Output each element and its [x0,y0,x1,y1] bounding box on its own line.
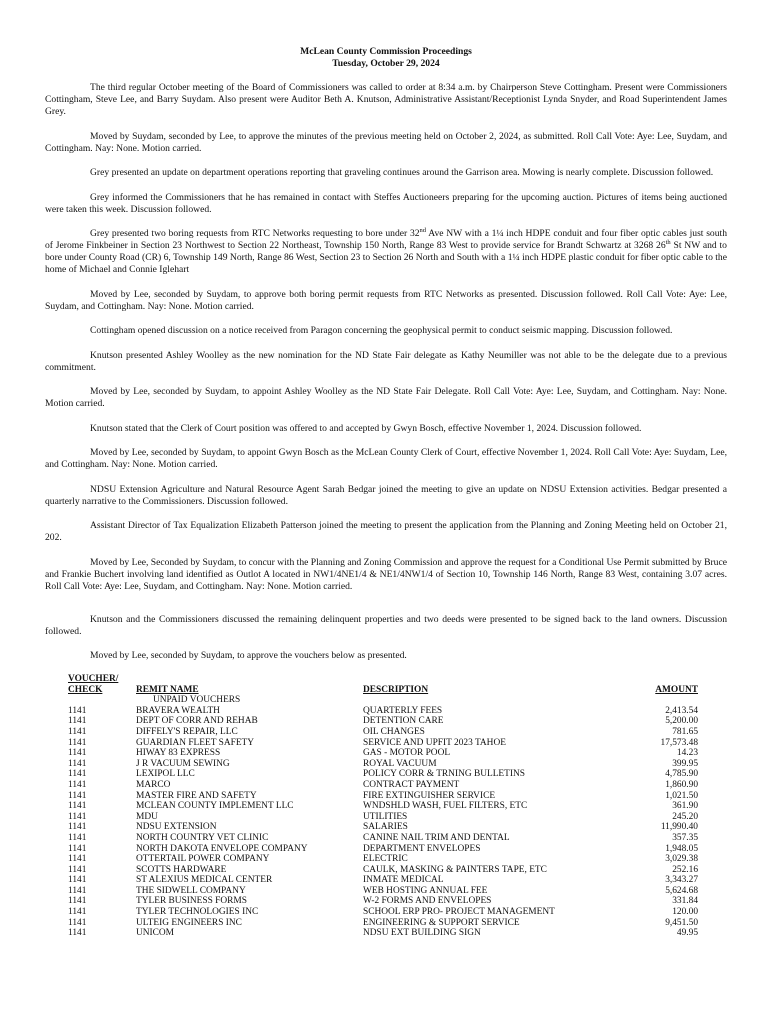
table-row [68,748,698,759]
table-row [68,801,698,812]
voucher-description: CAULK, MASKING & PAINTERS TAPE, ETC [363,864,547,875]
table-row [68,716,698,727]
remit-name: UNICOM [136,928,175,939]
table-row [68,928,698,939]
table-row [68,896,698,907]
remit-name: HIWAY 83 EXPRESS [136,748,221,759]
voucher-description: WEB HOSTING ANNUAL FEE [363,885,488,896]
voucher-amount: 361.90 [672,801,698,812]
voucher-check-number: 1141 [68,843,87,854]
voucher-amount: 245.20 [672,811,698,822]
header-remit-name: REMIT NAME [136,684,199,695]
remit-name: NDSU EXTENSION [136,822,217,833]
table-row [68,791,698,802]
header-description: DESCRIPTION [363,684,429,695]
voucher-amount: 2,413.54 [665,705,698,716]
remit-name: MCLEAN COUNTY IMPLEMENT LLC [136,801,294,812]
voucher-check-number: 1141 [68,811,87,822]
voucher-description: POLICY CORR & TRNING BULLETINS [363,769,525,780]
voucher-check-number: 1141 [68,716,87,727]
remit-name: ST ALEXIUS MEDICAL CENTER [136,875,273,886]
voucher-description: WNDSHLD WASH, FUEL FILTERS, ETC [363,801,528,812]
voucher-table-body [68,695,698,939]
voucher-check-number: 1141 [68,822,87,833]
remit-name: GUARDIAN FLEET SAFETY [136,737,255,748]
voucher-check-number: 1141 [68,758,87,769]
unpaid-vouchers-heading: UNPAID VOUCHERS [153,695,241,706]
remit-name: J R VACUUM SEWING [136,758,230,769]
voucher-description: ELECTRIC [363,854,408,865]
voucher-description: DEPARTMENT ENVELOPES [363,843,481,854]
remit-name: NORTH COUNTRY VET CLINIC [136,832,269,843]
voucher-check-number: 1141 [68,726,87,737]
table-row [68,865,698,876]
voucher-amount: 14.23 [676,748,698,759]
voucher-check-number: 1141 [68,928,87,939]
voucher-check-number: 1141 [68,737,87,748]
voucher-amount: 3,343.27 [665,875,698,886]
voucher-amount: 17,573.48 [660,737,698,748]
table-row [68,769,698,780]
voucher-description: CONTRACT PAYMENT [363,779,460,790]
paragraph-minutes-approval: Moved by Suydam, seconded by Lee, to approve the minutes of the previous meeting held on October 2, 2024, as submitted. Roll Call Vote: Aye: Lee, Suydam, and Cottingham. Nay: None. Motion carried. [45,130,727,154]
remit-name: MDU [136,811,158,822]
remit-name: TYLER BUSINESS FORMS [136,896,247,907]
voucher-check-number: 1141 [68,896,87,907]
voucher-check-number: 1141 [68,885,87,896]
voucher-amount: 120.00 [672,907,698,918]
voucher-description: NDSU EXT BUILDING SIGN [363,928,481,939]
voucher-amount: 331.84 [672,896,698,907]
voucher-description: ROYAL VACUUM [363,758,437,769]
voucher-check-number: 1141 [68,790,87,801]
voucher-description: GAS - MOTOR POOL [363,748,451,759]
voucher-amount: 1,948.05 [665,843,698,854]
remit-name: ULTEIG ENGINEERS INC [136,917,242,928]
voucher-amount: 9,451.50 [665,917,698,928]
voucher-description: OIL CHANGES [363,726,425,737]
table-row [68,854,698,865]
voucher-check-number: 1141 [68,801,87,812]
paragraph-auction: Grey informed the Commissioners that he has remained in contact with Steffes Auctioneers preparing for the upcoming auction. Pictures of items being auctioned were taken this week. Discussion followed. [45,191,727,215]
voucher-description: SERVICE AND UPFIT 2023 TAHOE [363,737,506,748]
paragraph-voucher-motion: Moved by Lee, seconded by Suydam, to approve the vouchers below as presented. [90,650,407,661]
voucher-check-number: 1141 [68,832,87,843]
paragraph-clerk-motion: Moved by Lee, seconded by Suydam, to appoint Gwyn Bosch as the McLean County Clerk of Court, effective November 1, 2024. Roll Call Vote: Aye: Suydam, Lee, and Cottingham. Nay: None. Motion carried. [45,447,727,470]
remit-name: NORTH DAKOTA ENVELOPE COMPANY [136,843,308,854]
voucher-check-number: 1141 [68,854,87,865]
voucher-description: QUARTERLY FEES [363,705,443,716]
voucher-subheading-row [68,695,698,706]
paragraph-boring-requests: Grey presented two boring requests from RTC Networks requesting to bore under 32nd Ave NW with a 1¼ inch HDPE conduit and four fiber optic cables just south of Jerome Finkbeiner in Section 23 Northwest to Section 22 Northeast, Township 150 North, Range 83 West to provide service for Brandt Schwartz at 3268 26th St NW and to bore under County Road (CR) 6, Township 149 North, Range 86 West, Section 23 to Section 26 North and South with a 1¼ inch HDPE plastic conduit for fiber optic cable to the home of Michael and Connie Iglehart [45,226,727,275]
voucher-check-number: 1141 [68,875,87,886]
remit-name: MARCO [136,779,171,790]
subheading-spacer [68,695,136,706]
proceedings-document [45,46,727,939]
table-row [68,812,698,823]
voucher-description: ENGINEERING & SUPPORT SERVICE [363,917,520,928]
table-row [68,780,698,791]
remit-name: OTTERTAIL POWER COMPANY [136,854,270,865]
remit-name: TYLER TECHNOLOGIES INC [136,907,259,918]
voucher-amount: 1,021.50 [665,790,698,801]
meeting-date: Tuesday, October 29, 2024 [332,57,440,69]
voucher-amount: 5,200.00 [665,716,698,727]
header-check-line1: VOUCHER/ [68,674,119,684]
table-row [68,727,698,738]
table-row [68,822,698,833]
paragraph-delinquent-properties: Knutson and the Commissioners discussed the remaining delinquent properties and two deeds were presented to be signed back to the land owners. Discussion followed. [45,613,727,637]
voucher-amount: 399.95 [672,758,698,769]
voucher-table [68,674,698,939]
table-row [68,844,698,855]
voucher-description: DETENTION CARE [363,716,444,727]
voucher-description: CANINE NAIL TRIM AND DENTAL [363,832,510,843]
voucher-amount: 252.16 [672,864,698,875]
paragraph-state-fair-nomination: Knutson presented Ashley Woolley as the new nomination for the ND State Fair delegate as Kathy Neumiller was not able to be the delegate due to a previous commitment. [45,349,727,373]
remit-name: MASTER FIRE AND SAFETY [136,790,257,801]
paragraph-call-to-order: The third regular October meeting of the Board of Commissioners was called to order at 8:34 a.m. by Chairperson Steve Cottingham. Present were Commissioners Cottingham, Steve Lee, and Barry Suydam. Also present were Auditor Beth A. Knutson, Administrative Assistant/Receptionist Lynda Snyder, and Road Superintendent James Grey. [45,82,727,117]
paragraph-paragon-notice: Cottingham opened discussion on a notice received from Paragon concerning the geophysical permit to conduct seismic mapping. Discussion followed. [90,325,673,336]
header-amount: AMOUNT [655,684,698,695]
voucher-amount: 4,785.90 [665,769,698,780]
voucher-amount: 3,029.38 [665,854,698,865]
table-row [68,738,698,749]
voucher-amount: 11,990.40 [660,822,698,833]
paragraph-road-update: Grey presented an update on department operations reporting that graveling continues around the Garrison area. Mowing is nearly complete. Discussion followed. [90,167,714,178]
remit-name: DIFFELY'S REPAIR, LLC [136,726,238,737]
remit-name: THE SIDWELL COMPANY [136,885,246,896]
voucher-description: SCHOOL ERP PRO- PROJECT MANAGEMENT [363,907,555,918]
voucher-amount: 5,624.68 [665,885,698,896]
table-row [68,918,698,929]
table-row [68,759,698,770]
voucher-check-number: 1141 [68,864,87,875]
voucher-description: UTILITIES [363,811,408,822]
table-row [68,706,698,717]
header-check-line2: CHECK [68,684,103,695]
voucher-description: FIRE EXTINGUISHER SERVICE [363,790,496,801]
voucher-check-number: 1141 [68,769,87,780]
voucher-amount: 1,860.90 [665,779,698,790]
voucher-amount: 49.95 [676,928,698,939]
document-title: McLean County Commission Proceedings [300,46,472,57]
voucher-amount: 781.65 [672,726,698,737]
paragraph-ndsu-extension: NDSU Extension Agriculture and Natural Resource Agent Sarah Bedgar joined the meeting to give an update on NDSU Extension activities. Bedgar presented a quarterly narrative to the Commissioners. Discussion followed. [45,483,727,507]
table-row [68,886,698,897]
voucher-check-number: 1141 [68,917,87,928]
table-row [68,907,698,918]
table-row [68,875,698,886]
remit-name: SCOTTS HARDWARE [136,864,227,875]
paragraph-boring-approval: Moved by Lee, seconded by Suydam, to approve both boring permit requests from RTC Networks as presented. Discussion followed. Roll Call Vote: Aye: Lee, Suydam, and Cottingham. Nay: None. Motion carried. [45,288,727,312]
paragraph-state-fair-motion: Moved by Lee, seconded by Suydam, to appoint Ashley Woolley as the ND State Fair Delegate. Roll Call Vote: Aye: Lee, Suydam, and Cottingham. Nay: None. Motion carried. [45,386,727,409]
voucher-description: INMATE MEDICAL [363,875,444,886]
voucher-description: W-2 FORMS AND ENVELOPES [363,896,492,907]
voucher-table-header [68,674,698,695]
voucher-check-number: 1141 [68,705,87,716]
header-voucher-check [68,674,136,695]
voucher-check-number: 1141 [68,748,87,759]
paragraph-conditional-use-permit: Moved by Lee, Seconded by Suydam, to concur with the Planning and Zoning Commission and approve the request for a Conditional Use Permit submitted by Bruce and Frankie Buchert involving land identified as Outlot A located in NW1/4NE1/4 & NE1/4NW1/4 of Section 10, Township 146 North, Range 83 West, containing 3.07 acres. Roll Call Vote: Aye: Lee, Suydam, and Cottingham. Nay: None. Motion carried. [45,556,727,592]
paragraph-tax-equalization: Assistant Director of Tax Equalization Elizabeth Patterson joined the meeting to present the application from the Planning and Zoning Meeting held on October 21, 202. [45,520,727,543]
voucher-description: SALARIES [363,822,408,833]
voucher-check-number: 1141 [68,907,87,918]
remit-name: BRAVERA WEALTH [136,705,220,716]
paragraph-clerk-of-court: Knutson stated that the Clerk of Court position was offered to and accepted by Gwyn Bosch, effective November 1, 2024. Discussion followed. [90,422,642,434]
table-row [68,833,698,844]
voucher-amount: 357.35 [672,832,698,843]
remit-name: LEXIPOL LLC [136,769,195,780]
voucher-check-number: 1141 [68,779,87,790]
remit-name: DEPT OF CORR AND REHAB [136,716,258,727]
